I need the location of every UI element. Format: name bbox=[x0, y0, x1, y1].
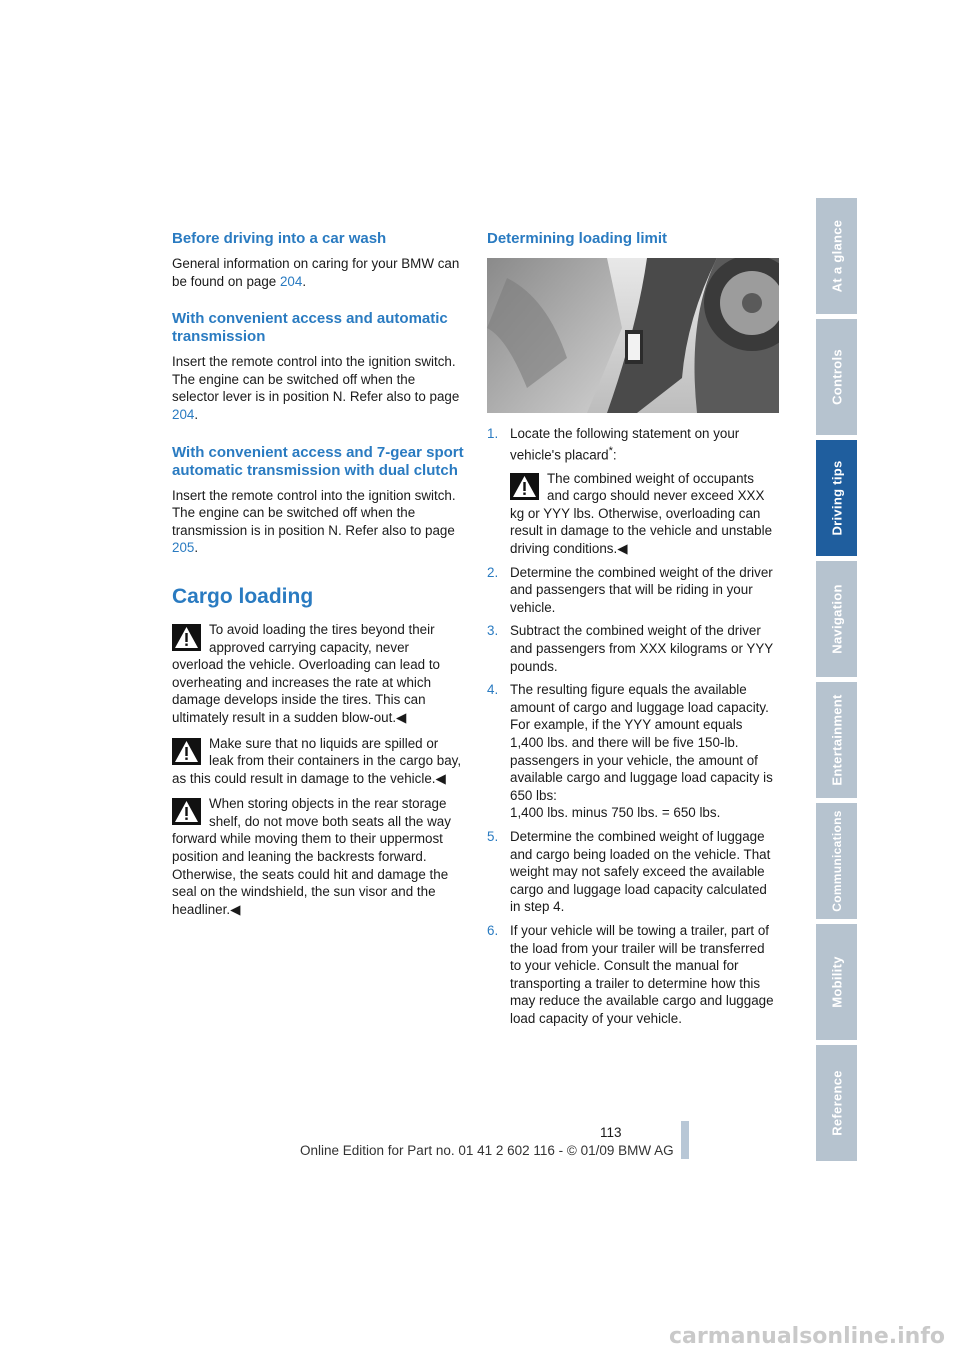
step-number: 5. bbox=[487, 828, 499, 844]
placard-statement bbox=[487, 470, 779, 558]
tab-communications[interactable] bbox=[816, 803, 857, 919]
tab-label: Navigation bbox=[829, 584, 844, 654]
paragraph-7-gear-1: Insert the remote control into the ignition switch. bbox=[172, 487, 456, 503]
end-mark: ◀ bbox=[396, 709, 407, 725]
step-number: 1. bbox=[487, 426, 499, 441]
paragraph-7-gear-2 bbox=[172, 504, 464, 557]
option-asterisk: * bbox=[608, 444, 613, 457]
step-number: 4. bbox=[487, 682, 499, 698]
warning-text: The combined weight of occupants and cargo should never exceed XXX kg or YYY lbs. Otherwise, overloading can result in damage to the vehicle and unstable driving conditions. bbox=[510, 470, 773, 557]
footer-edition: Online Edition for Part no. 01 41 2 602 116 - © 01/09 BMW AG bbox=[300, 1143, 674, 1158]
heading-7-gear: With convenient access and 7-gear sport automatic transmission with dual clutch bbox=[172, 443, 464, 479]
step-text: Determine the combined weight of luggage and cargo being loaded on the vehicle. That weight may not safely exceed the available cargo and luggage load capacity calculated in step 4. bbox=[510, 828, 771, 915]
step-number: 6. bbox=[487, 922, 499, 938]
page-link-204[interactable]: 204 bbox=[279, 273, 303, 289]
warning-liquids bbox=[172, 735, 464, 788]
warning-text: Make sure that no liquids are spilled or leak from their containers in the cargo bay, as this could result in damage to the vehicle. bbox=[172, 735, 462, 786]
chapter-tabs bbox=[816, 198, 857, 1166]
right-column bbox=[487, 230, 779, 1033]
step-text: Locate the following statement on your vehicle's placard bbox=[510, 426, 740, 463]
list-item bbox=[487, 681, 779, 822]
warning-overload bbox=[172, 621, 464, 727]
text: The engine can be switched off when the selector lever is in position N. Refer also to page bbox=[172, 371, 460, 405]
text: : bbox=[612, 447, 617, 463]
warning-icon bbox=[172, 624, 201, 651]
warning-icon bbox=[510, 473, 539, 500]
end-mark: ◀ bbox=[435, 770, 446, 786]
tab-label: Entertainment bbox=[829, 694, 844, 786]
tab-label: Mobility bbox=[829, 956, 844, 1008]
step-text: Determine the combined weight of the driver and passengers that will be riding in your vehicle. bbox=[510, 564, 773, 615]
text: . bbox=[302, 273, 307, 289]
page-link-204b[interactable]: 204 bbox=[172, 406, 195, 422]
tab-navigation[interactable] bbox=[816, 561, 857, 677]
tab-label: Driving tips bbox=[829, 460, 844, 536]
paragraph-automatic-1: Insert the remote control into the ignition switch. bbox=[172, 354, 456, 370]
text: . bbox=[194, 540, 199, 556]
list-item bbox=[487, 922, 779, 1028]
text: . bbox=[194, 406, 199, 422]
warning-text: To avoid loading the tires beyond their approved carrying capacity, never overload the vehicle. Overloading can lead to overheating and increases the rate at which damage develops inside the tires. This can ultimately result in a sudden blow-out. bbox=[172, 621, 440, 725]
tab-label: Reference bbox=[829, 1070, 844, 1136]
warning-icon bbox=[172, 738, 201, 765]
warning-icon bbox=[172, 798, 201, 825]
page-number: 113 bbox=[600, 1125, 622, 1140]
paragraph-car-wash bbox=[172, 255, 464, 290]
tab-mobility[interactable] bbox=[816, 924, 857, 1040]
left-column bbox=[172, 230, 464, 926]
watermark bbox=[0, 1320, 960, 1358]
paragraph-automatic-2 bbox=[172, 371, 464, 424]
text: General information on caring for your BMW can be found on page bbox=[172, 256, 460, 289]
warning-text: When storing objects in the rear storage shelf, do not move both seats all the way forward while moving them to their uppermost position and leaning the backrests forward. Otherwise, the seats could hit and damage the seal on the windshield, the sun visor and the headliner. bbox=[172, 796, 451, 917]
tab-reference[interactable] bbox=[816, 1045, 857, 1161]
end-mark: ◀ bbox=[230, 901, 241, 917]
door-sill-placard-photo bbox=[487, 258, 779, 413]
step-text: The resulting figure equals the available amount of cargo and luggage load capacity. For example, if the YYY amount equals 1,400 lbs. and there will be five 150-lb. passengers in your vehicle, the amount of available cargo and luggage load capacity is 650 lbs: bbox=[510, 682, 773, 803]
tab-at-a-glance[interactable] bbox=[816, 198, 857, 314]
step-text: If your vehicle will be towing a trailer, part of the load from your trailer will be transferred to your vehicle. Consult the manual for transporting a trailer to determine how this may reduce the available cargo and luggage load capacity of your vehicle. bbox=[510, 922, 774, 1026]
step-number: 3. bbox=[487, 623, 499, 639]
tab-driving-tips[interactable] bbox=[816, 440, 857, 556]
footer-bar bbox=[681, 1121, 689, 1159]
loading-steps-list bbox=[487, 425, 779, 1027]
list-item bbox=[487, 828, 779, 916]
end-mark: ◀ bbox=[617, 541, 628, 557]
list-item bbox=[487, 622, 779, 675]
heading-automatic: With convenient access and automatic transmission bbox=[172, 310, 448, 346]
watermark-text: carmanualsonline.info bbox=[669, 1324, 945, 1349]
list-item bbox=[487, 425, 779, 558]
step-number: 2. bbox=[487, 564, 499, 580]
step-example: 1,400 lbs. minus 750 lbs. = 650 lbs. bbox=[510, 805, 721, 821]
tab-controls[interactable] bbox=[816, 319, 857, 435]
step-text: Subtract the combined weight of the driver and passengers from XXX kilograms or YYY pounds. bbox=[510, 623, 773, 674]
warning-storage-shelf bbox=[172, 795, 464, 918]
heading-car-wash: Before driving into a car wash bbox=[172, 230, 387, 247]
heading-loading-limit: Determining loading limit bbox=[487, 230, 668, 247]
list-item bbox=[487, 564, 779, 617]
tab-label: At a glance bbox=[829, 219, 844, 293]
tab-label: Controls bbox=[829, 349, 844, 405]
tab-entertainment[interactable] bbox=[816, 682, 857, 798]
heading-cargo-loading: Cargo loading bbox=[172, 584, 314, 608]
text: The engine can be switched off when the transmission is in position N. Refer also to page bbox=[172, 505, 455, 538]
page-link-205[interactable]: 205 bbox=[172, 540, 195, 556]
tab-label: Communications bbox=[829, 810, 844, 912]
